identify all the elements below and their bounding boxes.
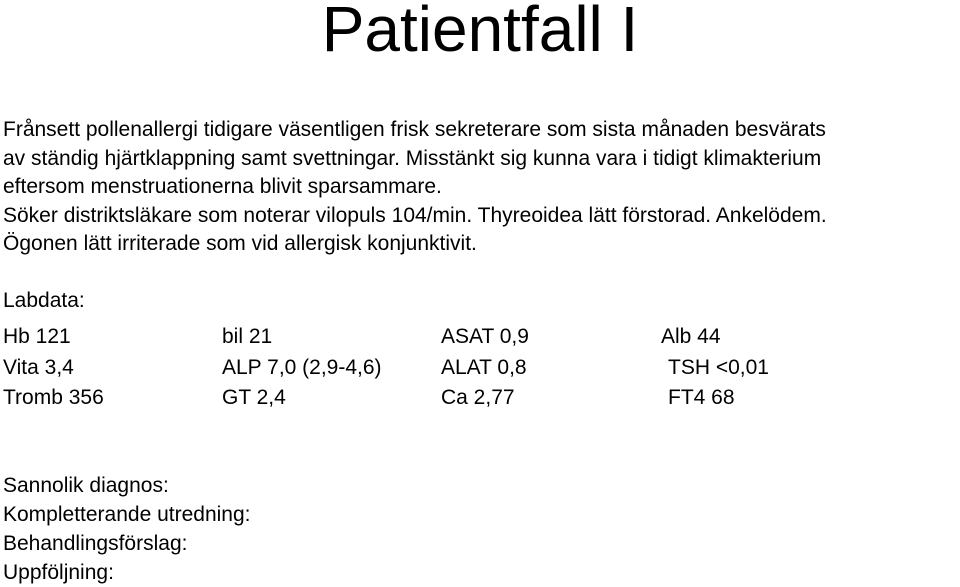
prompt-treatment: Behandlingsförslag: <box>3 532 188 555</box>
history-line: Söker distriktsläkare som noterar vilopuls 104/min. Thyreoidea lätt förstorad. Ankelödem. <box>3 203 827 227</box>
lab-value: ASAT 0,9 <box>441 325 529 348</box>
question-prompts <box>3 471 251 587</box>
lab-value: bil 21 <box>222 325 273 348</box>
prompt-diagnosis: Sannolik diagnos: <box>3 474 169 497</box>
prompt-followup: Uppföljning: <box>3 561 114 584</box>
lab-value: Vita 3,4 <box>3 355 74 379</box>
lab-value: Tromb 356 <box>3 386 104 409</box>
history-line: av ständig hjärtklappning samt svettningar. Misstänkt sig kunna vara i tidigt klimakterium <box>3 146 822 170</box>
lab-value: GT 2,4 <box>222 386 286 409</box>
prompt-investigation: Kompletterande utredning: <box>3 503 251 526</box>
lab-value: TSH <0,01 <box>668 355 769 379</box>
history-line: Ögonen lätt irriterade som vid allergisk konjunktivit. <box>3 232 477 255</box>
lab-value: ALP 7,0 (2,9-4,6) <box>222 355 382 379</box>
history-line: eftersom menstruationerna blivit sparsammare. <box>3 175 442 198</box>
lab-heading: Labdata: <box>3 289 85 312</box>
lab-value: FT4 68 <box>668 386 735 409</box>
lab-value: Hb 121 <box>3 325 71 348</box>
lab-value: Alb 44 <box>661 325 721 348</box>
lab-value: Ca 2,77 <box>441 386 515 409</box>
case-history <box>3 116 958 259</box>
history-line: Frånsett pollenallergi tidigare väsentligen frisk sekreterare som sista månaden besvärats <box>3 118 826 141</box>
slide-title: Patientfall I <box>321 0 639 65</box>
lab-value: ALAT 0,8 <box>441 355 527 379</box>
